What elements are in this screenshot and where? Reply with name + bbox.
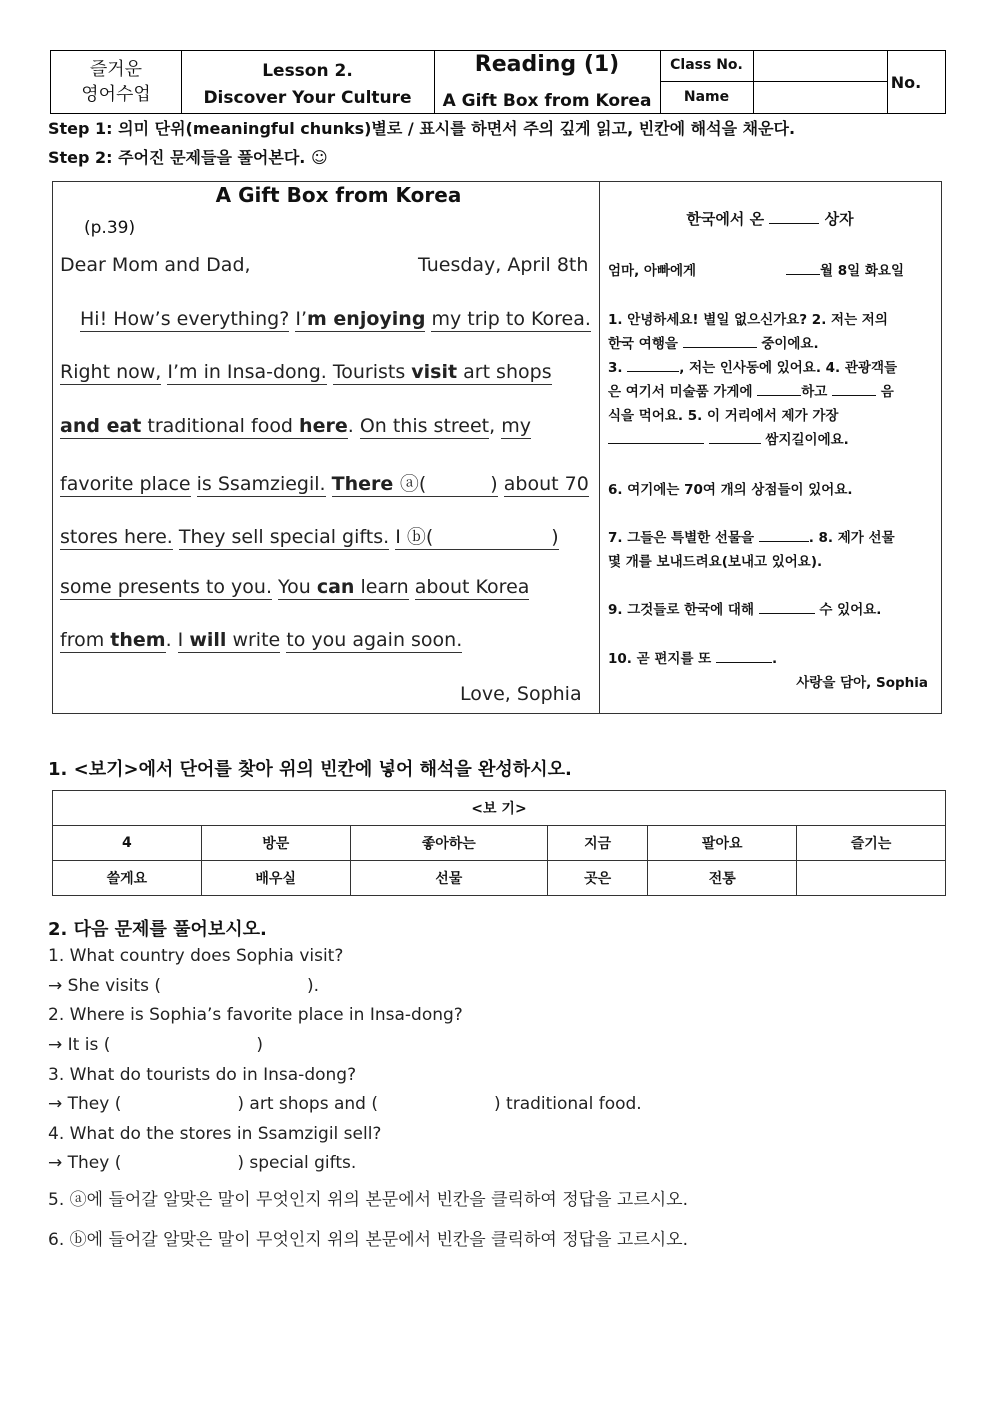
- translation-s1: 1. 안녕하세요! 별일 없으신가요? 2. 저는 저의 한국 여행을 중이에요.: [608, 312, 888, 352]
- name-label: Name: [683, 89, 730, 105]
- line-4: favorite place is Ssamziegil. There ⓐ( ) about 70: [60, 473, 589, 495]
- lesson-title: Lesson 2. Discover Your Culture: [203, 61, 412, 108]
- translation-s3: 3. , 저는 인사동에 있어요. 4. 관광객들 은 여기서 미술품 가게에 하고 음 식을 먹어요. 5. 이 거리에서 제가 가장 쌈지길이에요.: [608, 360, 898, 448]
- letter-date: Tuesday, April 8th: [418, 254, 589, 276]
- line-5: stores here. They sell special gifts. I ⓑ( ): [60, 526, 559, 548]
- reading-title: Reading (1): [474, 52, 620, 77]
- passage-title: A Gift Box from Korea: [215, 183, 462, 207]
- bogi-table: [52, 790, 946, 896]
- answer-3: → They ( ) art shops and ( ) traditional food.: [48, 1094, 642, 1114]
- word-cell: 팔아요: [648, 826, 797, 861]
- translation-signoff: 사랑을 담아, Sophia: [796, 675, 928, 691]
- line-7: from them. I will write to you again soon.: [60, 629, 463, 651]
- class-no-field[interactable]: [753, 51, 887, 81]
- line-6: some presents to you. You can learn about Korea: [60, 576, 530, 598]
- bogi-title: <보 기>: [53, 791, 946, 826]
- class-no-label: Class No.: [670, 57, 743, 73]
- question-4: 4. What do the stores in Ssamzigil sell?: [48, 1124, 382, 1144]
- answer-1: → She visits ( ).: [48, 976, 320, 996]
- page-ref: (p.39): [84, 218, 136, 238]
- translation-s9: 9. 그것들로 한국에 대해 수 있어요.: [608, 602, 882, 618]
- word-cell: [797, 861, 946, 896]
- greeting: Dear Mom and Dad,: [60, 254, 251, 276]
- school-name: 즐거운 영어수업: [81, 59, 151, 105]
- word-cell: 배우실: [201, 861, 350, 896]
- step-1: Step 1: 의미 단위(meaningful chunks)별로 / 표시를 하면서 주의 깊게 읽고, 빈칸에 해석을 채운다.: [48, 119, 796, 138]
- line-1: Hi! How’s everything? I’m enjoying my trip to Korea.: [80, 308, 591, 330]
- word-cell: 좋아하는: [350, 826, 547, 861]
- signoff: Love, Sophia: [460, 683, 582, 705]
- header-table: [50, 50, 946, 114]
- translation-s6: 6. 여기에는 70여 개의 상점들이 있어요.: [608, 482, 853, 498]
- word-cell: 방문: [201, 826, 350, 861]
- word-cell: 지금: [547, 826, 647, 861]
- translation-s10: 10. 곧 편지를 또 .: [608, 651, 778, 667]
- question-6: 6. ⓑ에 들어갈 알맞은 말이 무엇인지 위의 본문에서 빈칸을 클릭하여 정답을 고르시오.: [48, 1230, 688, 1250]
- line-3: and eat traditional food here. On this street, my: [60, 415, 531, 437]
- translation-s7: 7. 그들은 특별한 선물을 . 8. 제가 선물 몇 개를 보내드려요(보내고 있어요).: [608, 530, 895, 570]
- translation-title: 한국에서 온 상자: [686, 210, 854, 228]
- translation-greeting: 엄마, 아빠에게 월 8일 화요일: [608, 263, 904, 279]
- question-5: 5. ⓐ에 들어갈 알맞은 말이 무엇인지 위의 본문에서 빈칸을 클릭하여 정답을 고르시오.: [48, 1190, 688, 1210]
- question-3: 3. What do tourists do in Insa-dong?: [48, 1065, 357, 1085]
- word-cell: 쓸게요: [53, 861, 202, 896]
- name-field[interactable]: [753, 82, 887, 113]
- word-cell: 4: [53, 826, 202, 861]
- answer-4: → They ( ) special gifts.: [48, 1153, 357, 1173]
- word-cell: 선물: [350, 861, 547, 896]
- section-2-title: 2. 다음 문제를 풀어보시오.: [48, 919, 267, 940]
- step-2: Step 2: 주어진 문제들을 풀어본다. ☺: [48, 148, 328, 167]
- question-2: 2. Where is Sophia’s favorite place in Insa-dong?: [48, 1005, 463, 1025]
- word-cell: 즐기는: [797, 826, 946, 861]
- section-1-title: 1. <보기>에서 단어를 찾아 위의 빈칸에 넣어 해석을 완성하시오.: [48, 759, 572, 780]
- word-cell: 전통: [648, 861, 797, 896]
- word-cell: 곳은: [547, 861, 647, 896]
- answer-2: → It is ( ): [48, 1035, 263, 1055]
- reading-subtitle: A Gift Box from Korea: [442, 91, 652, 111]
- line-2: Right now, I’m in Insa-dong. Tourists visit art shops: [60, 361, 552, 383]
- no-label: No.: [890, 73, 922, 92]
- question-1: 1. What country does Sophia visit?: [48, 946, 344, 966]
